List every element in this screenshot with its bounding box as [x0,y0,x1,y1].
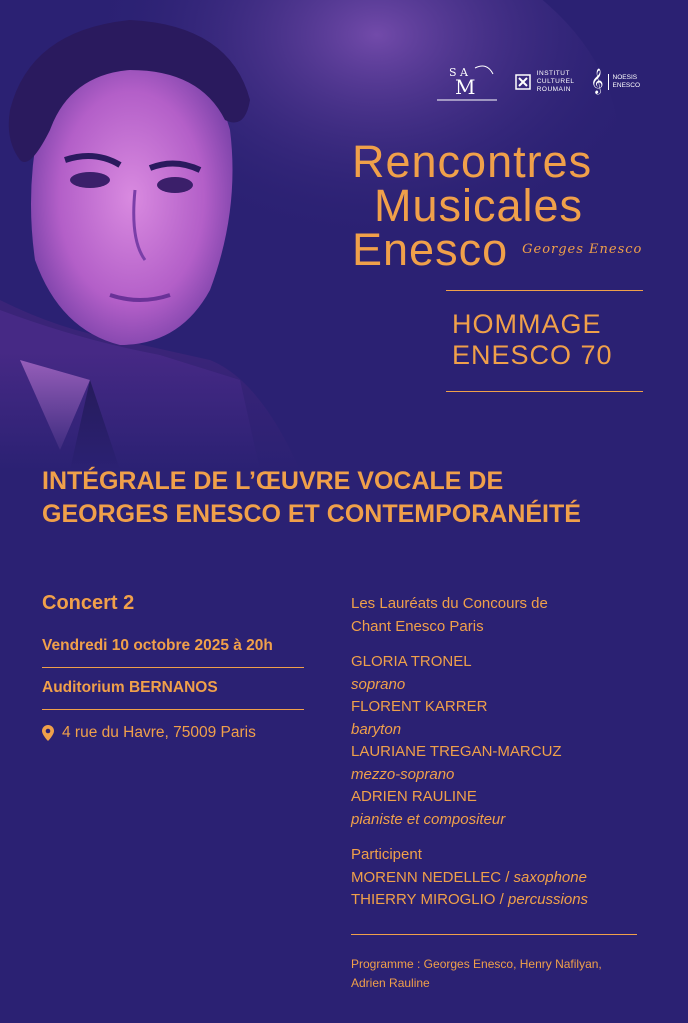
headline [42,465,662,531]
participant-role: percussions [508,891,589,908]
participants-label: Participent [351,846,422,863]
laureates-intro-2: Chant Enesco Paris [351,617,484,635]
noesis-line-2: ENESCO [612,82,640,89]
programme-line-1: Programme : Georges Enesco, Henry Nafilyan, [351,956,602,971]
noesis-enesco-logo [591,71,640,93]
performer-role: pianiste et compositeur [351,810,506,828]
address-text: 4 rue du Havre, 75009 Paris [62,724,256,741]
event-address [42,710,304,742]
institut-line-1: INSTITUT [536,70,570,77]
performer-role: baryton [351,720,402,738]
enesco-signature: Georges Enesco [522,242,643,257]
institut-culturel-roumain-logo [515,70,575,94]
participant-role: saxophone [513,868,587,886]
performer-role: soprano [351,675,406,693]
performer-name: ADRIEN RAULINE [351,788,477,805]
performer-name: FLORENT KARRER [351,698,488,715]
concert-number: Concert 2 [42,592,135,614]
event-venue: Auditorium BERNANOS [42,668,304,710]
programme-note [351,934,637,993]
participant: MORENN NEDELLEC / saxophone [351,868,587,886]
laureates-intro-1: Les Lauréats du Concours de [351,595,548,612]
performer-name: LAURIANE TREGAN-MARCUZ [351,743,562,760]
programme-line-2: Adrien Rauline [351,975,430,990]
event-details [42,592,304,742]
partner-logos [435,60,640,104]
sam-society-logo [435,60,499,104]
institut-line-3: ROUMAIN [536,86,571,93]
hommage-line-1: HOMMAGE [452,309,602,339]
headline-line-1: INTÉGRALE DE L’ŒUVRE VOCALE DE [42,467,504,495]
participant-name: MORENN NEDELLEC [351,868,502,886]
title-line-2: Musicales [374,180,584,231]
participant-name: THIERRY MIROGLIO [351,891,496,908]
title-line-3-text: Enesco [352,224,509,275]
hommage-line-2: ENESCO 70 [452,340,613,370]
institut-emblem-icon [515,74,531,90]
festival-title [352,136,652,275]
title-line-3 [352,224,652,275]
location-pin-icon [42,725,54,741]
treble-clef-icon: 𝄞 [590,69,604,94]
participant: THIERRY MIROGLIO / percussions [351,891,589,908]
event-date: Vendredi 10 octobre 2025 à 20h [42,637,304,668]
title-line-1: Rencontres [352,136,593,187]
svg-text:S A: S A [448,66,468,79]
institut-line-2: CULTUREL [536,78,575,85]
headline-line-2: GEORGES ENESCO ET CONTEMPORANÉITÉ [42,500,581,528]
svg-text:M: M [454,75,476,99]
performer-role: mezzo-soprano [351,765,455,783]
performer-name: GLORIA TRONEL [351,653,472,670]
noesis-line-1: NOESIS [612,74,638,81]
hommage-box [446,290,643,392]
performers [351,593,651,993]
